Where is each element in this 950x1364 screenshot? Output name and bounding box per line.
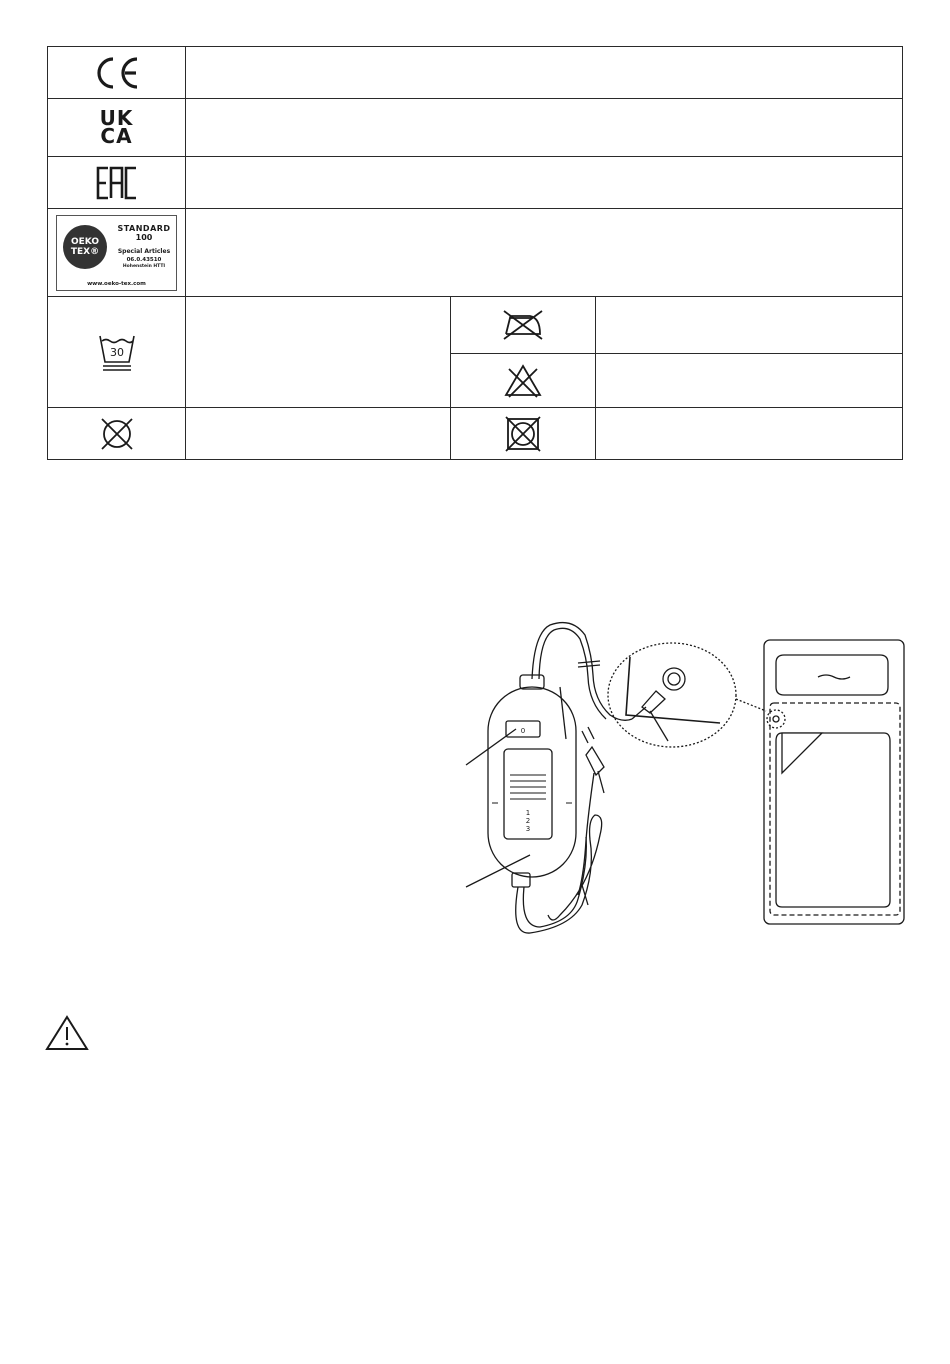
cell-no-iron-symbol xyxy=(451,297,596,354)
oeko-code: 06.0.43510 xyxy=(126,256,162,263)
leader-controller xyxy=(466,855,530,887)
cell-wash-description xyxy=(186,297,451,408)
leader-cable-top xyxy=(560,687,566,739)
connector-socket xyxy=(663,668,685,690)
oeko-number: 100 xyxy=(135,232,153,242)
eac-mark-icon xyxy=(96,166,138,200)
row-ukca xyxy=(48,99,903,157)
oeko-institute: Hohenstein HTTI xyxy=(122,263,166,269)
cell-ukca-description xyxy=(186,99,903,157)
oeko-tex-label-icon xyxy=(56,215,177,291)
warning-triangle-icon xyxy=(45,1015,89,1051)
cell-no-dry-clean-description xyxy=(186,408,451,460)
cell-no-bleach-symbol xyxy=(451,354,596,408)
no-bleach-icon xyxy=(503,363,543,399)
care-symbols-table xyxy=(47,46,903,460)
cell-ukca-symbol xyxy=(48,99,186,157)
row-ce xyxy=(48,47,903,99)
leader-plug xyxy=(598,771,604,793)
bed-outline xyxy=(764,640,904,924)
no-dry-clean-icon xyxy=(97,415,137,453)
oeko-circle-line-2: TEX® xyxy=(70,246,100,257)
level-3: 3 xyxy=(525,825,531,833)
cell-oeko-tex-description xyxy=(186,209,903,297)
wash-temperature: 30 xyxy=(109,346,124,359)
row-care-3 xyxy=(48,408,903,460)
cell-eac-symbol xyxy=(48,157,186,209)
wash-30-icon xyxy=(97,330,137,374)
row-eac xyxy=(48,157,903,209)
cell-no-tumble-dry-symbol xyxy=(451,408,596,460)
plug xyxy=(586,747,604,775)
leader-connector xyxy=(650,711,668,741)
row-oeko-tex xyxy=(48,209,903,297)
pillow xyxy=(776,655,888,695)
cell-no-bleach-description xyxy=(596,354,903,408)
level-1: 1 xyxy=(525,809,531,817)
no-iron-icon xyxy=(500,308,546,342)
cell-no-tumble-dry-description xyxy=(596,408,903,460)
cell-eac-description xyxy=(186,157,903,209)
cell-no-dry-clean-symbol xyxy=(48,408,186,460)
oeko-tex-circle xyxy=(63,225,107,269)
cell-no-iron-description xyxy=(596,297,903,354)
oeko-url: www.oeko-tex.com xyxy=(87,280,146,287)
heating-blanket-illustration xyxy=(460,615,910,945)
no-tumble-dry-icon xyxy=(503,415,543,453)
ukca-mark-icon xyxy=(99,105,134,148)
oeko-standard: STANDARD xyxy=(117,223,171,233)
detachable-connector xyxy=(642,691,665,713)
level-2: 2 xyxy=(525,817,531,825)
oeko-special-articles: Special Articles xyxy=(117,247,171,255)
cell-oeko-tex-symbol xyxy=(48,209,186,297)
ukca-line-1: UK xyxy=(99,105,134,130)
ce-mark-icon xyxy=(91,55,143,91)
controller-display: 0 xyxy=(520,727,526,735)
ukca-line-2: CA xyxy=(100,123,133,148)
oeko-circle-line-1: OEKO xyxy=(70,236,100,247)
cell-wash-symbol xyxy=(48,297,186,408)
row-care-1 xyxy=(48,297,903,354)
leader-power-button xyxy=(466,729,516,765)
cell-ce-symbol xyxy=(48,47,186,99)
cell-ce-description xyxy=(186,47,903,99)
